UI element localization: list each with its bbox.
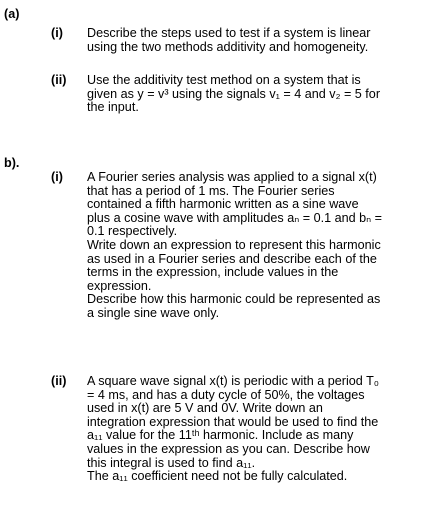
text-line: Write down an expression to represent this harmonic xyxy=(87,237,381,252)
text-line: contained a fifth harmonic written as a sine wave xyxy=(87,197,359,212)
text-line: given as y = v³ using the signals v₁ = 4 and v₂ = 5 for xyxy=(87,86,381,101)
text-line: as used in a Fourier series and describe each of the xyxy=(87,251,377,266)
text-line: a₁₁ value for the 11ᵗʰ harmonic. Include as many xyxy=(87,428,354,443)
text-line: expression. xyxy=(87,278,152,293)
question-b-i-text xyxy=(87,171,417,321)
text-line: using the two methods additivity and homogeneity. xyxy=(87,39,369,54)
text-line: values in the expression as you can. Describe how xyxy=(87,441,370,456)
text-line: this integral is used to find a₁₁. xyxy=(87,455,256,470)
text-line: Describe how this harmonic could be represented as xyxy=(87,292,381,307)
text-line: that has a period of 1 ms. The Fourier series xyxy=(87,183,335,198)
text-line: Use the additivity test method on a system that is xyxy=(87,73,361,87)
text-line: A square wave signal x(t) is periodic with a period T₀ xyxy=(87,374,379,388)
text-line: integration expression that would be used to find the xyxy=(87,414,379,429)
text-line: = 4 ms, and has a duty cycle of 50%, the voltages xyxy=(87,387,365,402)
question-a-i-number: (i) xyxy=(51,26,63,40)
question-b-ii-text xyxy=(87,375,417,484)
text-line: Describe the steps used to test if a system is linear xyxy=(87,26,371,40)
text-line: plus a cosine wave with amplitudes aₙ = 0.1 and bₙ = xyxy=(87,210,382,225)
section-b-label: b). xyxy=(4,156,20,170)
text-line: The a₁₁ coefficient need not be fully calculated. xyxy=(87,469,348,484)
question-b-i-number: (i) xyxy=(51,170,63,184)
text-line: used in x(t) are 5 V and 0V. Write down an xyxy=(87,401,323,416)
question-a-i-text xyxy=(87,27,417,54)
section-a-label: (a) xyxy=(4,7,20,21)
text-line: the input. xyxy=(87,100,139,115)
text-line: a single sine wave only. xyxy=(87,305,220,320)
text-line: terms in the expression, include values in the xyxy=(87,265,339,280)
question-b-ii-number: (ii) xyxy=(51,374,67,388)
question-a-ii-text xyxy=(87,74,417,115)
question-a-ii-number: (ii) xyxy=(51,73,67,87)
text-line: 0.1 respectively. xyxy=(87,224,178,239)
text-line: A Fourier series analysis was applied to a signal x(t) xyxy=(87,170,377,184)
